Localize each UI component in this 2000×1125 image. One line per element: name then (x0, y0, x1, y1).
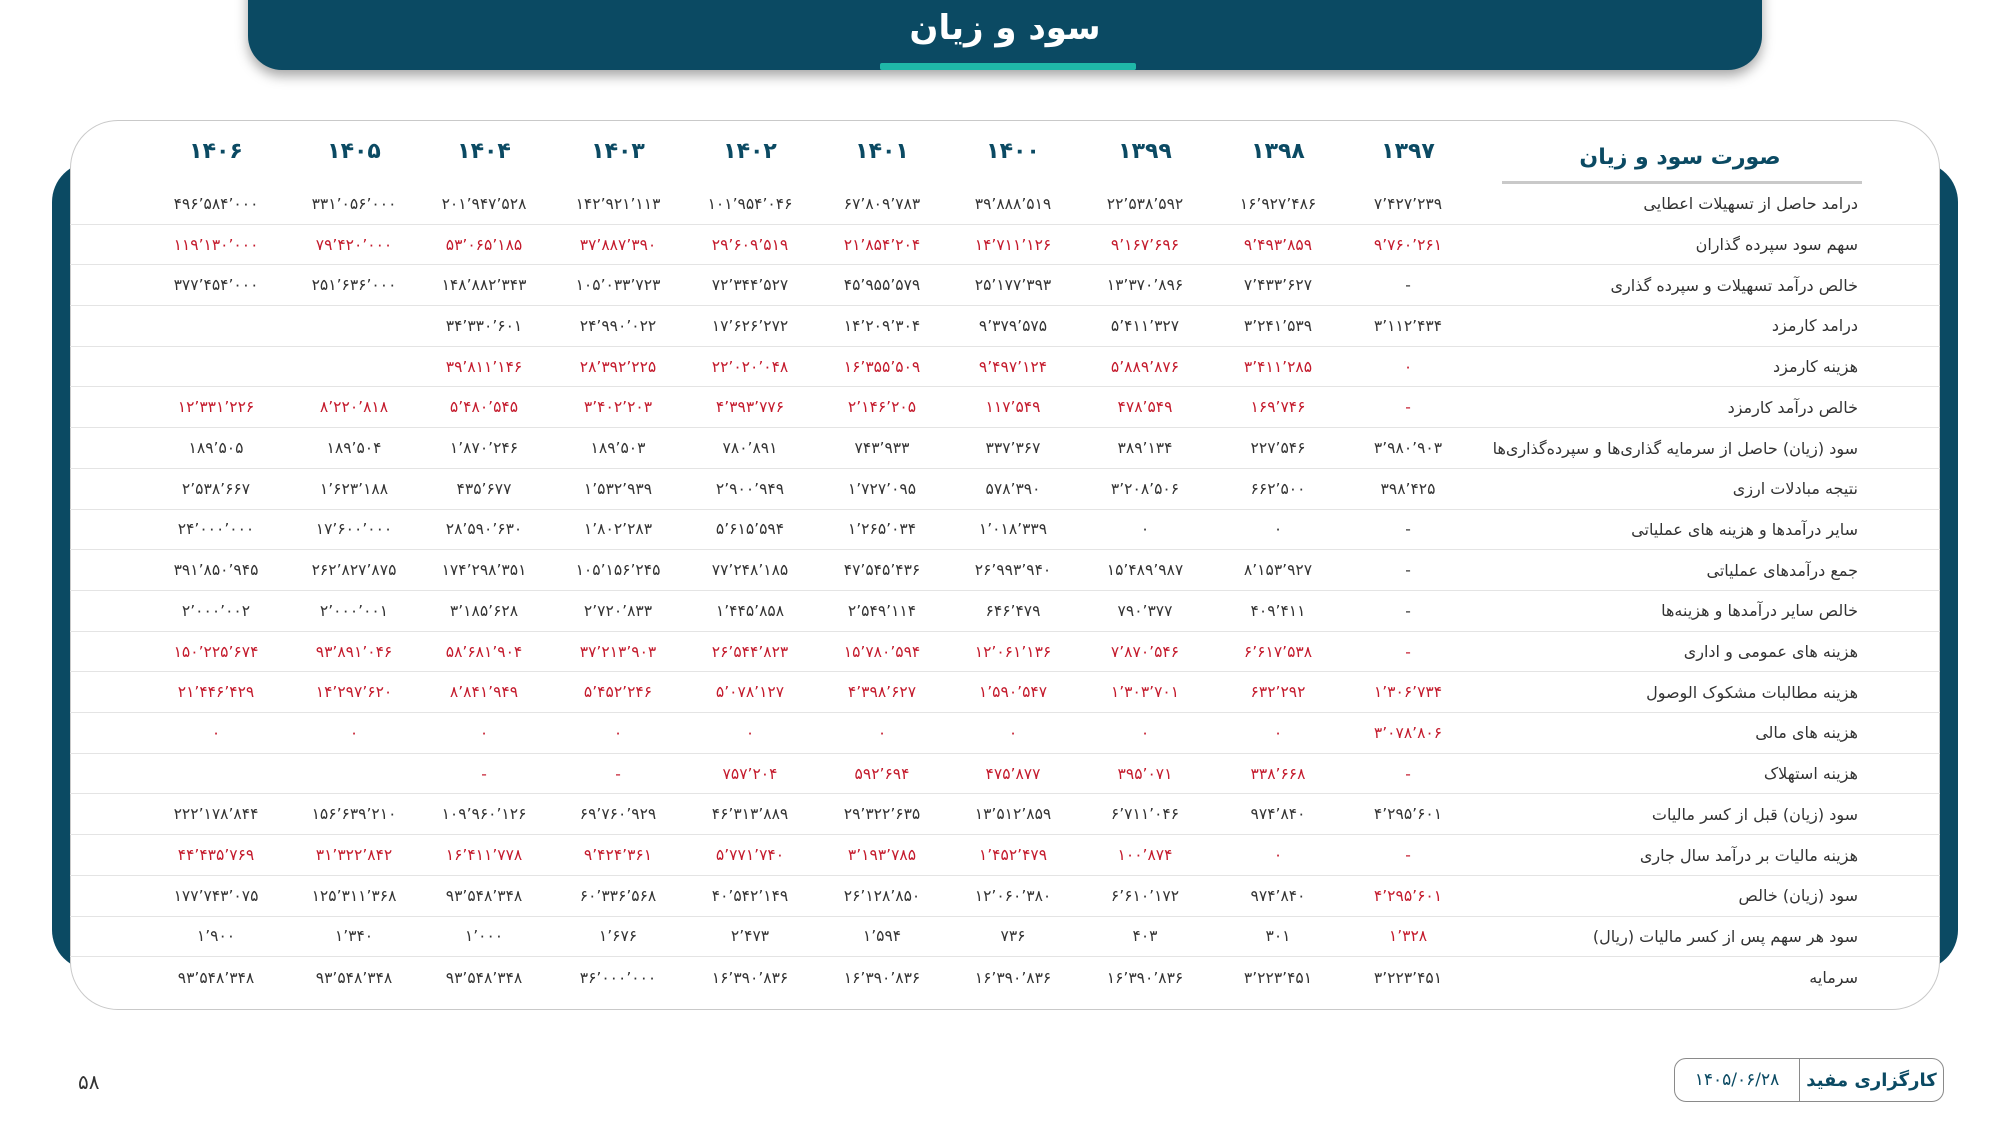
table-cell: ۶٬۷۱۱٬۰۴۶ (1110, 805, 1180, 824)
table-cell: ۱۴۸٬۸۸۲٬۳۴۳ (441, 276, 527, 295)
table-cell: - (1405, 398, 1411, 417)
table-cell: ۱۰۵٬۱۵۶٬۲۴۵ (575, 561, 661, 580)
table-cell: ۵٬۰۷۸٬۱۲۷ (715, 683, 785, 702)
table-cell: ۱۰۵٬۰۳۳٬۷۲۳ (575, 276, 661, 295)
table-cell: ۱۶۹٬۷۴۶ (1250, 398, 1306, 417)
row-label: سود هر سهم پس از کسر مالیات (ریال) (1592, 926, 1858, 946)
table-cell: ۷٬۴۳۳٬۶۲۷ (1243, 276, 1313, 295)
table-cell: ۶٬۶۱۷٬۵۳۸ (1243, 642, 1313, 661)
table-cell: ۳۹۱٬۸۵۰٬۹۴۵ (173, 561, 259, 580)
table-cell: ۲۸٬۵۹۰٬۶۳۰ (445, 520, 523, 539)
row-label: سود (زیان) حاصل از سرمایه گذاری‌ها و سپرده‌گذاری‌ها (1492, 438, 1858, 458)
table-cell: ۱۴۲٬۹۲۱٬۱۱۳ (575, 194, 661, 213)
table-cell: ۱۶٬۳۹۰٬۸۳۶ (1106, 968, 1184, 987)
table-cell: ۶۰٬۳۳۶٬۵۶۸ (579, 886, 657, 905)
row-label: سایر درآمدها و هزینه های عملیاتی (1631, 519, 1858, 539)
table-cell: ۰ (211, 723, 221, 742)
column-header-year: ۱۳۹۷ (1381, 138, 1435, 164)
table-row (70, 306, 1940, 347)
column-header-year: ۱۳۹۹ (1118, 138, 1172, 164)
table-cell: ۵٬۶۱۵٬۵۹۴ (715, 520, 785, 539)
table-cell: ۵٬۸۸۹٬۸۷۶ (1110, 357, 1180, 376)
table-cell: ۹۳٬۸۹۱٬۰۴۶ (315, 642, 393, 661)
column-header-year: ۱۴۰۱ (855, 138, 909, 164)
table-cell: ۲٬۰۰۰٬۰۰۱ (319, 601, 389, 620)
column-header-year: ۱۳۹۸ (1251, 138, 1305, 164)
row-label: خالص درآمد تسهیلات و سپرده گذاری (1610, 275, 1858, 295)
column-header-year: ۱۴۰۶ (189, 138, 243, 164)
table-cell: ۲٬۵۴۹٬۱۱۴ (847, 601, 917, 620)
table-row (70, 388, 1940, 429)
table-cell: ۱۴٬۷۱۱٬۱۲۶ (974, 235, 1052, 254)
table-cell: ۳۳۱٬۰۵۶٬۰۰۰ (311, 194, 397, 213)
table-cell: ۱۳٬۵۱۲٬۸۵۹ (974, 805, 1052, 824)
table-cell: ۱٬۳۰۳٬۷۰۱ (1110, 683, 1180, 702)
table-cell: ۱۶٬۳۹۰٬۸۳۶ (711, 968, 789, 987)
table-cell: ۲٬۱۴۶٬۲۰۵ (847, 398, 917, 417)
table-cell: ۲۶۲٬۸۲۷٬۸۷۵ (311, 561, 397, 580)
table-cell: ۱۳٬۳۷۰٬۸۹۶ (1106, 276, 1184, 295)
table-cell: ۵۸٬۶۸۱٬۹۰۴ (445, 642, 523, 661)
row-label: هزینه کارمزد (1773, 357, 1858, 377)
table-cell: ۰ (1273, 723, 1283, 742)
table-cell: ۹۷۴٬۸۴۰ (1250, 805, 1306, 824)
table-row (70, 550, 1940, 591)
table-cell: - (1405, 601, 1411, 620)
table-cell: ۸٬۲۲۰٬۸۱۸ (319, 398, 389, 417)
table-cell: ۶۹٬۷۶۰٬۹۲۹ (579, 805, 657, 824)
table-row (70, 957, 1940, 998)
table-cell: ۱۰۱٬۹۵۴٬۰۴۶ (707, 194, 793, 213)
table-cell: ۱٬۸۰۲٬۲۸۳ (583, 520, 653, 539)
table-cell: ۰ (1273, 846, 1283, 865)
table-cell: ۱٬۶۲۳٬۱۸۸ (319, 479, 389, 498)
table-cell: ۱٬۲۶۵٬۰۳۴ (847, 520, 917, 539)
table-cell: ۲۸٬۳۹۲٬۲۲۵ (579, 357, 657, 376)
table-cell: ۱٬۳۴۰ (334, 927, 374, 946)
table-cell: ۲۶٬۱۲۸٬۸۵۰ (843, 886, 921, 905)
table-cell: ۳٬۲۲۳٬۴۵۱ (1243, 968, 1313, 987)
table-cell (290, 306, 418, 346)
table-cell: ۱۶٬۹۲۷٬۴۸۶ (1239, 194, 1317, 213)
column-header-year: ۱۴۰۲ (723, 138, 777, 164)
table-cell: ۴۰٬۵۴۲٬۱۴۹ (711, 886, 789, 905)
table-cell: ۵۷۸٬۳۹۰ (985, 479, 1041, 498)
table-cell: ۵٬۴۱۱٬۳۲۷ (1110, 316, 1180, 335)
table-row (70, 591, 1940, 632)
table-cell: - (1405, 276, 1411, 295)
table-cell: ۱۵۰٬۲۲۵٬۶۷۴ (173, 642, 259, 661)
table-cell: ۵٬۴۸۰٬۵۴۵ (449, 398, 519, 417)
table-cell: ۳۷۷٬۴۵۴٬۰۰۰ (173, 276, 259, 295)
table-cell: ۱۱۷٬۵۴۹ (985, 398, 1041, 417)
table-cell: ۸٬۱۵۳٬۹۲۷ (1243, 561, 1313, 580)
table-cell: ۴۹۶٬۵۸۴٬۰۰۰ (173, 194, 259, 213)
table-cell: ۱۷٬۶۰۰٬۰۰۰ (315, 520, 393, 539)
footer-badge (1674, 1058, 1944, 1102)
income-statement-table (70, 120, 1940, 1010)
table-cell: ۶٬۶۱۰٬۱۷۲ (1110, 886, 1180, 905)
table-cell: ۹۳٬۵۴۸٬۳۴۸ (315, 968, 393, 987)
table-cell: ۲۱٬۸۵۴٬۲۰۴ (843, 235, 921, 254)
table-cell: ۱۴٬۲۰۹٬۳۰۴ (843, 316, 921, 335)
table-cell: ۱۲٬۳۳۱٬۲۲۶ (177, 398, 255, 417)
row-label: سود (زیان) قبل از کسر مالیات (1651, 804, 1858, 824)
table-cell: ۳٬۹۸۰٬۹۰۳ (1373, 439, 1443, 458)
table-cell: ۷۹٬۴۲۰٬۰۰۰ (315, 235, 393, 254)
column-header-year: ۱۴۰۵ (327, 138, 381, 164)
table-row (70, 347, 1940, 388)
table-cell: ۲٬۷۲۰٬۸۳۳ (583, 601, 653, 620)
page-title: سود و زیان (909, 8, 1101, 48)
table-cell: ۱۲٬۰۶۰٬۳۸۰ (974, 886, 1052, 905)
table-cell: ۴۵٬۹۵۵٬۵۷۹ (843, 276, 921, 295)
table-cell: ۲۲٬۵۳۸٬۵۹۲ (1106, 194, 1184, 213)
table-cell: ۷۹۰٬۳۷۷ (1117, 601, 1173, 620)
table-cell: ۳۱٬۳۲۲٬۸۴۲ (315, 846, 393, 865)
table-cell: ۹۳٬۵۴۸٬۳۴۸ (177, 968, 255, 987)
table-cell: ۱۱۹٬۱۳۰٬۰۰۰ (173, 235, 259, 254)
table-cell: ۴۶٬۳۱۳٬۸۸۹ (711, 805, 789, 824)
table-cell: ۳۰۱ (1265, 927, 1291, 946)
table-cell: ۲٬۰۰۰٬۰۰۲ (181, 601, 251, 620)
table-cell: ۱۷۴٬۲۹۸٬۳۵۱ (441, 561, 527, 580)
row-label: درامد حاصل از تسهیلات اعطایی (1643, 194, 1858, 214)
column-header-year: ۱۴۰۴ (457, 138, 511, 164)
table-cell: ۱٬۳۰۶٬۷۳۴ (1373, 683, 1443, 702)
table-cell: ۱۵٬۴۸۹٬۹۸۷ (1106, 561, 1184, 580)
title-banner (248, 0, 1762, 70)
table-cell: ۴٬۳۹۳٬۷۷۶ (715, 398, 785, 417)
title-accent-bar (880, 63, 1136, 70)
table-cell: - (1405, 642, 1411, 661)
row-label: سرمایه (1809, 968, 1858, 988)
table-row (70, 510, 1940, 551)
row-label: سهم سود سپرده گذاران (1695, 235, 1858, 255)
row-label: جمع درآمدهای عملیاتی (1706, 560, 1858, 580)
table-cell: ۱۲٬۰۶۱٬۱۳۶ (974, 642, 1052, 661)
table-cell: ۳۷٬۸۸۷٬۳۹۰ (579, 235, 657, 254)
table-cell: ۷۸۰٬۸۹۱ (722, 439, 778, 458)
table-cell: ۳۴٬۳۳۰٬۶۰۱ (445, 316, 523, 335)
table-cell (152, 306, 280, 346)
table-cell: - (1405, 846, 1411, 865)
table-cell: ۰ (613, 723, 623, 742)
table-cell: ۴۰۳ (1132, 927, 1158, 946)
row-label: درامد کارمزد (1771, 316, 1858, 336)
table-cell: ۱٬۰۱۸٬۳۳۹ (978, 520, 1048, 539)
row-label: هزینه استهلاک (1763, 764, 1858, 784)
table-cell: ۰ (745, 723, 755, 742)
table-cell: ۲۲٬۰۲۰٬۰۴۸ (711, 357, 789, 376)
table-cell: ۱۸۹٬۵۰۵ (188, 439, 244, 458)
table-cell: ۱۶٬۳۹۰٬۸۳۶ (974, 968, 1052, 987)
table-cell: ۱۶٬۴۱۱٬۷۷۸ (445, 846, 523, 865)
table-cell: ۳۶٬۰۰۰٬۰۰۰ (579, 968, 657, 987)
footer-brand: کارگزاری مفید (1799, 1059, 1943, 1101)
row-label: سود (زیان) خالص (1738, 886, 1858, 906)
column-header-year: ۱۴۰۰ (986, 138, 1040, 164)
table-cell: ۳۸۹٬۱۳۴ (1117, 439, 1173, 458)
table-cell: ۲۵۱٬۶۳۶٬۰۰۰ (311, 276, 397, 295)
table-cell: ۱٬۷۲۷٬۰۹۵ (847, 479, 917, 498)
column-header-label: صورت سود و زیان (1579, 144, 1781, 170)
table-cell: ۳٬۲۰۸٬۵۰۶ (1110, 479, 1180, 498)
table-cell: ۵۹۲٬۶۹۴ (854, 764, 910, 783)
table-cell: ۶۳۲٬۲۹۲ (1250, 683, 1306, 702)
table-cell: ۳۹۵٬۰۷۱ (1117, 764, 1173, 783)
table-cell: ۳٬۰۷۸٬۸۰۶ (1373, 723, 1443, 742)
table-cell: ۴٬۲۹۵٬۶۰۱ (1373, 805, 1443, 824)
table-cell: ۹۳٬۵۴۸٬۳۴۸ (445, 968, 523, 987)
table-cell (152, 754, 280, 794)
table-cell: ۱۶٬۳۵۵٬۵۰۹ (843, 357, 921, 376)
table-cell: ۳٬۴۱۱٬۲۸۵ (1243, 357, 1313, 376)
table-cell (152, 347, 280, 387)
table-cell: ۱۵٬۷۸۰٬۵۹۴ (843, 642, 921, 661)
table-cell: ۶۶۲٬۵۰۰ (1250, 479, 1306, 498)
table-cell: ۱٬۸۷۰٬۲۴۶ (449, 439, 519, 458)
table-cell: ۷٬۸۷۰٬۵۴۶ (1110, 642, 1180, 661)
table-cell: ۰ (1008, 723, 1018, 742)
table-cell: ۲۱٬۴۴۶٬۴۲۹ (177, 683, 255, 702)
table-cell: ۱٬۴۵۲٬۴۷۹ (978, 846, 1048, 865)
table-row (70, 184, 1940, 225)
table-cell: ۹٬۴۹۷٬۱۲۴ (978, 357, 1048, 376)
table-cell: ۷۴۳٬۹۳۳ (854, 439, 910, 458)
table-cell: - (481, 764, 487, 783)
table-cell: ۲۶٬۹۹۳٬۹۴۰ (974, 561, 1052, 580)
row-label: هزینه مالیات بر درآمد سال جاری (1639, 845, 1858, 865)
table-row (70, 835, 1940, 876)
table-cell: ۳۷٬۲۱۳٬۹۰۳ (579, 642, 657, 661)
table-cell: ۲۹٬۳۲۲٬۶۳۵ (843, 805, 921, 824)
table-cell: ۳۳۷٬۳۶۷ (985, 439, 1041, 458)
row-label: خالص درآمد کارمزد (1727, 397, 1858, 417)
table-cell: ۴۷٬۵۴۵٬۴۳۶ (843, 561, 921, 580)
table-cell: ۸٬۸۴۱٬۹۴۹ (449, 683, 519, 702)
table-cell: ۱۷٬۶۲۶٬۲۷۲ (711, 316, 789, 335)
table-cell: ۲۰۱٬۹۴۷٬۵۲۸ (441, 194, 527, 213)
table-cell: ۰ (1140, 520, 1150, 539)
table-row (70, 795, 1940, 836)
table-cell: ۱۰۰٬۸۷۴ (1117, 846, 1173, 865)
table-row (70, 469, 1940, 510)
table-cell: ۲۴٬۹۹۰٬۰۲۲ (579, 316, 657, 335)
table-cell: ۰ (479, 723, 489, 742)
table-cell: ۷۷٬۲۴۸٬۱۸۵ (711, 561, 789, 580)
table-header-row (70, 120, 1940, 182)
table-cell: ۰ (1273, 520, 1283, 539)
page-number: ۵۸ (78, 1070, 100, 1094)
table-cell: ۷٬۴۲۷٬۲۳۹ (1373, 194, 1443, 213)
table-cell: - (615, 764, 621, 783)
table-cell: ۱۷۷٬۷۴۳٬۰۷۵ (173, 886, 259, 905)
table-cell: ۱۸۹٬۵۰۳ (590, 439, 646, 458)
table-row (70, 917, 1940, 958)
table-row (70, 754, 1940, 795)
table-cell: - (1405, 520, 1411, 539)
row-label: هزینه های عمومی و اداری (1683, 642, 1858, 662)
table-cell: ۲۲۷٬۵۴۶ (1250, 439, 1306, 458)
table-cell: ۹٬۳۷۹٬۵۷۵ (978, 316, 1048, 335)
table-row (70, 225, 1940, 266)
table-cell: ۳٬۴۰۲٬۲۰۳ (583, 398, 653, 417)
table-cell: ۲۶٬۵۴۴٬۸۲۳ (711, 642, 789, 661)
table-cell: - (1405, 561, 1411, 580)
table-cell: ۷۲٬۳۴۴٬۵۲۷ (711, 276, 789, 295)
table-cell: ۱٬۳۲۸ (1388, 927, 1428, 946)
table-cell: ۵٬۷۷۱٬۷۴۰ (715, 846, 785, 865)
table-row (70, 672, 1940, 713)
column-header-year: ۱۴۰۳ (591, 138, 645, 164)
table-cell: ۱٬۵۳۲٬۹۳۹ (583, 479, 653, 498)
table-cell: ۴۰۹٬۴۱۱ (1250, 601, 1306, 620)
row-label: هزینه مطالبات مشکوک الوصول (1646, 682, 1858, 702)
table-cell: ۷۳۶ (1000, 927, 1026, 946)
table-cell: - (1405, 764, 1411, 783)
table-cell: ۳٬۲۲۳٬۴۵۱ (1373, 968, 1443, 987)
row-label: هزینه های مالی (1755, 723, 1858, 743)
table-row (70, 265, 1940, 306)
table-cell: ۹۳٬۵۴۸٬۳۴۸ (445, 886, 523, 905)
table-cell: ۲۵٬۱۷۷٬۳۹۳ (974, 276, 1052, 295)
table-cell: ۱۵۶٬۶۳۹٬۲۱۰ (311, 805, 397, 824)
table-cell: ۰ (349, 723, 359, 742)
table-cell: ۲۹٬۶۰۹٬۵۱۹ (711, 235, 789, 254)
table-row (70, 713, 1940, 754)
table-cell: ۶۷٬۸۰۹٬۷۸۳ (843, 194, 921, 213)
table-cell: ۳٬۱۸۵٬۶۲۸ (449, 601, 519, 620)
table-cell: ۱٬۵۹۴ (862, 927, 902, 946)
table-cell: ۱۸۹٬۵۰۴ (326, 439, 382, 458)
table-cell: ۴٬۲۹۵٬۶۰۱ (1373, 886, 1443, 905)
table-cell: ۰ (1403, 357, 1413, 376)
table-cell: ۱٬۶۷۶ (598, 927, 638, 946)
table-cell: ۴۷۵٬۸۷۷ (985, 764, 1041, 783)
table-cell (290, 347, 418, 387)
table-cell: ۳۹۸٬۴۲۵ (1380, 479, 1436, 498)
table-cell: ۱٬۹۰۰ (196, 927, 236, 946)
table-cell: ۴۳۵٬۶۷۷ (456, 479, 512, 498)
table-cell: ۹٬۱۶۷٬۶۹۶ (1110, 235, 1180, 254)
table-cell: ۵۳٬۰۶۵٬۱۸۵ (445, 235, 523, 254)
table-cell: ۲٬۵۳۸٬۶۶۷ (181, 479, 251, 498)
table-cell: ۲٬۹۰۰٬۹۴۹ (715, 479, 785, 498)
table-row (70, 632, 1940, 673)
table-cell: ۱۶٬۳۹۰٬۸۳۶ (843, 968, 921, 987)
table-cell: ۳٬۱۱۲٬۴۳۴ (1373, 316, 1443, 335)
table-cell: ۰ (1140, 723, 1150, 742)
table-cell: ۱٬۰۰۰ (464, 927, 504, 946)
row-label: خالص سایر درآمدها و هزینه‌ها (1661, 601, 1858, 621)
table-row (70, 428, 1940, 469)
table-cell: ۱٬۴۴۵٬۸۵۸ (715, 601, 785, 620)
footer-date: ۱۴۰۵/۰۶/۲۸ (1694, 1070, 1780, 1090)
table-cell: ۴٬۳۹۸٬۶۲۷ (847, 683, 917, 702)
table-cell: ۲۴٬۰۰۰٬۰۰۰ (177, 520, 255, 539)
table-cell: ۰ (877, 723, 887, 742)
table-cell: ۵٬۴۵۲٬۲۴۶ (583, 683, 653, 702)
table-cell: ۳۳۸٬۶۶۸ (1250, 764, 1306, 783)
table-cell: ۴۴٬۴۳۵٬۷۶۹ (177, 846, 255, 865)
table-cell: ۲٬۴۷۳ (730, 927, 770, 946)
table-cell: ۳٬۱۹۳٬۷۸۵ (847, 846, 917, 865)
table-cell: ۹٬۴۹۳٬۸۵۹ (1243, 235, 1313, 254)
table-cell: ۹۷۴٬۸۴۰ (1250, 886, 1306, 905)
table-cell: ۳٬۲۴۱٬۵۳۹ (1243, 316, 1313, 335)
table-cell: ۱٬۵۹۰٬۵۴۷ (978, 683, 1048, 702)
table-cell: ۷۵۷٬۲۰۴ (722, 764, 778, 783)
table-cell: ۹٬۷۶۰٬۲۶۱ (1373, 235, 1443, 254)
table-cell: ۶۴۶٬۴۷۹ (985, 601, 1041, 620)
row-label: نتیجه مبادلات ارزی (1732, 479, 1858, 499)
table-cell: ۳۹٬۸۱۱٬۱۴۶ (445, 357, 523, 376)
table-cell: ۱۰۹٬۹۶۰٬۱۲۶ (441, 805, 527, 824)
table-cell: ۴۷۸٬۵۴۹ (1117, 398, 1173, 417)
table-cell: ۱۲۵٬۳۱۱٬۳۶۸ (311, 886, 397, 905)
table-cell (290, 754, 418, 794)
table-cell: ۱۴٬۲۹۷٬۶۲۰ (315, 683, 393, 702)
table-row (70, 876, 1940, 917)
table-cell: ۲۲۲٬۱۷۸٬۸۴۴ (173, 805, 259, 824)
table-cell: ۳۹٬۸۸۸٬۵۱۹ (974, 194, 1052, 213)
table-cell: ۹٬۴۲۴٬۳۶۱ (583, 846, 653, 865)
